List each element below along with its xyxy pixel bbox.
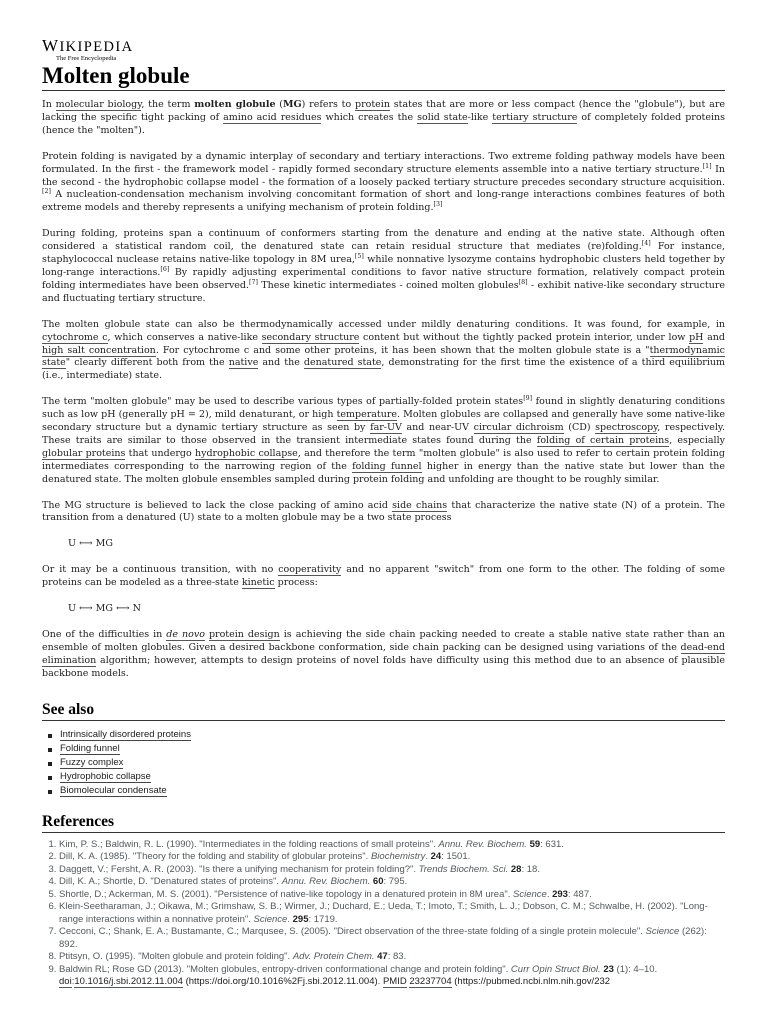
link-protein-design[interactable]: protein design <box>208 629 280 640</box>
pmid-value-link[interactable]: 23237704 <box>409 976 452 988</box>
reference-item: 4. Dill, K. A.; Shortle, D. "Denatured states of proteins". Annu. Rev. Biochem. 60: 795. <box>59 876 725 889</box>
pmid-url-link[interactable]: (https://pubmed.ncbi.nlm.nih.gov/232 <box>451 976 611 988</box>
citation-6[interactable]: [6] <box>160 265 170 273</box>
formula-three-state: U ⟷ MG ⟷ N <box>68 603 141 615</box>
link-circular-dichroism[interactable]: circular dichroism <box>473 422 564 434</box>
references-list <box>42 839 725 989</box>
reference-item: 9. Baldwin RL; Rose GD (2013). "Molten globules, entropy-driven conformational change and protein folding". Curr Opin Struct Biol. 23 (1): 4–10. doi:10.1016/j.sbi.2012.11.004 (https://doi.org/10.1016%2Fj.sbi.2012.11.004). PMID 23237704 (https://pubmed.ncbi.nlm.nih.gov/232 <box>59 964 725 989</box>
pmid-link[interactable]: PMID <box>382 976 407 988</box>
article-body <box>42 99 725 681</box>
citation-5[interactable]: [5] <box>354 252 364 260</box>
formula-two-state: U ⟷ MG <box>68 538 113 550</box>
link-amino-acid-residues[interactable]: amino acid residues <box>223 111 322 123</box>
reference-item: 3. Daggett, V.; Fersht, A. R. (2003). "Is there a unifying mechanism for protein folding?". Trends Biochem. Sci. 28: 18. <box>59 864 725 877</box>
reference-item: 5. Shortle, D.; Ackerman, M. S. (2001). "Persistence of native-like topology in a denatured protein in 8M urea". Science. 293: 487. <box>59 889 725 902</box>
reference-item: 2. Dill, K. A. (1985). "Theory for the folding and stability of globular proteins". Biochemistry. 24: 1501. <box>59 851 725 864</box>
link-ph[interactable]: pH <box>689 331 704 343</box>
link-cooperativity[interactable]: cooperativity <box>278 564 342 576</box>
reference-item: 6. Klein-Seetharaman, J.; Oikawa, M.; Grimshaw, S. B.; Wirmer, J.; Duchard, E.; Ueda, T.; Imoto, T.; Smith, L. J.; Dobson, C. M.; Schwalbe, H. (2002). "Long-range interactions within a nonnative protein". Science. 295: 1719. <box>59 901 725 926</box>
link-hydrophobic-collapse[interactable]: hydrophobic collapse <box>194 447 298 459</box>
reference-item: 1. Kim, P. S.; Baldwin, R. L. (1990). "Intermediates in the folding reactions of small proteins". Annu. Rev. Biochem. 59: 631. <box>59 839 725 852</box>
doi-url-link[interactable]: (https://doi.org/10.1016%2Fj.sbi.2012.11.004) <box>182 976 378 988</box>
link-folding-of-certain-proteins[interactable]: folding of certain proteins <box>536 434 670 446</box>
paragraph-intro: In molecular biology, the term molten globule (MG) refers to protein states that are more or less compact (hence the "globule"), but are lacking the specific tight packing of amino acid residues which creates the solid state-like tertiary structure of completely folded proteins (hence the "molten"). <box>42 99 726 136</box>
link-folding-funnel[interactable]: folding funnel <box>352 460 422 472</box>
doi-value-link[interactable]: 10.1016/j.sbi.2012.11.004 <box>74 976 183 988</box>
citation-4[interactable]: [4] <box>641 240 651 247</box>
citation-1[interactable]: [1] <box>702 162 712 170</box>
link-far-uv[interactable]: far-UV <box>370 422 402 434</box>
see-also-item[interactable]: Folding funnel <box>48 742 725 756</box>
page-title: Molten globule <box>42 63 725 91</box>
paragraph-folding-models: Protein folding is navigated by a dynamic interplay of secondary and tertiary interactions. Two extreme folding pathway models have been formulated. In the first - the framework model - rapidly formed secondary structure elements assemble into a native tertiary structure.[1] In the second - the hydrophobic collapse model - the formation of a loosely packed tertiary structure precedes secondary structure acquisition.[2] A nucleation-condensation mechanism involving concomitant formation of short and long-range interactions combines features of both extreme models and thereby represents a unifying mechanism of protein folding.[3] <box>42 150 725 214</box>
paragraph-mg-structure: The MG structure is believed to lack the close packing of amino acid side chains that characterize the native state (N) of a protein. The transition from a denatured (U) state to a molten globule may be a two state process <box>42 499 725 524</box>
link-secondary-structure[interactable]: secondary structure <box>261 331 360 343</box>
reference-item: 8. Ptitsyn, O. (1995). "Molten globule and protein folding". Adv. Protein Chem. 47: 83. <box>59 951 725 964</box>
link-globular-proteins[interactable]: globular proteins <box>42 447 126 459</box>
link-high-salt-concentration[interactable]: high salt concentration <box>42 344 156 356</box>
wikipedia-logo[interactable] <box>42 38 725 63</box>
link-cytochrome-c[interactable]: cytochrome c <box>42 331 108 343</box>
citation-9[interactable]: [9] <box>523 395 533 403</box>
logo-wordmark: WIKIPEDIA <box>42 36 134 55</box>
citation-3[interactable]: [3] <box>433 201 443 209</box>
paragraph-continuous: Or it may be a continuous transition, with no cooperativity and no apparent "switch" from one form to the other. The folding of some proteins can be modeled as a three-state kinetic process: <box>42 564 725 589</box>
link-de-novo[interactable]: de novo <box>166 629 205 640</box>
see-also-list <box>42 728 725 799</box>
paragraph-protein-design: One of the difficulties in de novo protein design is achieving the side chain packing needed to create a stable native state rather than an ensemble of molten globules. Given a desired backbone conformation, side chain packing can be designed using variations of the dead-end elimination algorithm; however, attempts to design proteins of novel folds have difficulty using this method due to an absence of plausible backbone models. <box>42 629 726 679</box>
link-spectroscopy[interactable]: spectroscopy <box>595 422 658 434</box>
logo-tagline: The Free Encyclopedia <box>56 55 117 62</box>
see-also-heading: See also <box>42 701 725 721</box>
link-tertiary-structure[interactable]: tertiary structure <box>492 111 578 123</box>
link-dead-end-elimination[interactable]: dead-end elimination <box>42 641 725 666</box>
link-solid-state[interactable]: solid state <box>417 111 468 123</box>
see-also-item[interactable]: Biomolecular condensate <box>48 784 725 798</box>
paragraph-thermodynamic: The molten globule state can also be thermodynamically accessed under mildly denaturing conditions. It was found, for example, in cytochrome c, which conserves a native-like secondary structure content but without the tightly packed protein interior, under low pH and high salt concentration. For cytochrome c and some other proteins, it has been shown that the molten globule state is a "thermodynamic state" clearly different both from the native and the denatured state, demonstrating for the first time the existence of a third equilibrium (i.e., intermediate) state. <box>42 318 726 382</box>
see-also-item[interactable]: Intrinsically disordered proteins <box>48 728 725 742</box>
doi-link[interactable]: doi <box>59 976 72 988</box>
link-molecular-biology[interactable]: molecular biology <box>55 99 142 110</box>
citation-7[interactable]: [7] <box>249 278 258 286</box>
paragraph-conformers: During folding, proteins span a continuum of conformers starting from the denature and ending at the native state. Although often considered a statistical random coil, the denatured state can retain residual structure that mediates (re)folding.[4] For instance, staphylococcal nuclease retains native-like topology in 8M urea,[5] while nonnative lysozyme contains hydrophobic clusters held together by long-range interactions.[6] By rapidly adjusting experimental conditions to favor native structure formation, relatively compact protein folding intermediates have been observed.[7] These kinetic intermediates - coined molten globules[8] - exhibit native-like secondary structure and fluctuating tertiary structure. <box>42 228 725 304</box>
link-denatured-state[interactable]: denatured state <box>303 357 382 369</box>
citation-2[interactable]: [2] <box>42 188 51 196</box>
link-thermodynamic-state[interactable]: thermodynamic state <box>42 344 725 369</box>
references-heading: References <box>42 813 725 833</box>
link-kinetic[interactable]: kinetic <box>241 577 275 589</box>
reference-item: 7. Cecconi, C.; Shank, E. A.; Bustamante, C.; Marqusee, S. (2005). "Direct observation of the three-state folding of a single protein molecule". Science (262): 892. <box>59 926 725 951</box>
see-also-item[interactable]: Hydrophobic collapse <box>48 770 725 784</box>
link-protein[interactable]: protein <box>355 99 390 110</box>
citation-8[interactable]: [8] <box>518 278 528 286</box>
article <box>42 38 725 989</box>
see-also-item[interactable]: Fuzzy complex <box>48 756 725 770</box>
link-side-chains[interactable]: side chains <box>392 499 448 511</box>
paragraph-term: The term "molten globule" may be used to describe various types of partially-folded protein states[9] found in slightly denaturing conditions such as low pH (generally pH = 2), mild denaturant, or high temperature. Molten globules are collapsed and generally have some native-like secondary structure but a dynamic tertiary structure as seen by far-UV and near-UV circular dichroism (CD) spectroscopy, respectively. These traits are similar to those observed in the transient intermediate states found during the folding of certain proteins, especially globular proteins that undergo hydrophobic collapse, and therefore the term "molten globule" is also used to refer to certain protein folding intermediates corresponding to the narrowing region of the folding funnel higher in energy than the native state but lower than the denatured state. The molten globule ensembles sampled during protein folding and unfolding are thought to be roughly similar. <box>42 395 726 485</box>
link-native[interactable]: native <box>228 357 259 369</box>
link-temperature[interactable]: temperature <box>336 409 398 421</box>
